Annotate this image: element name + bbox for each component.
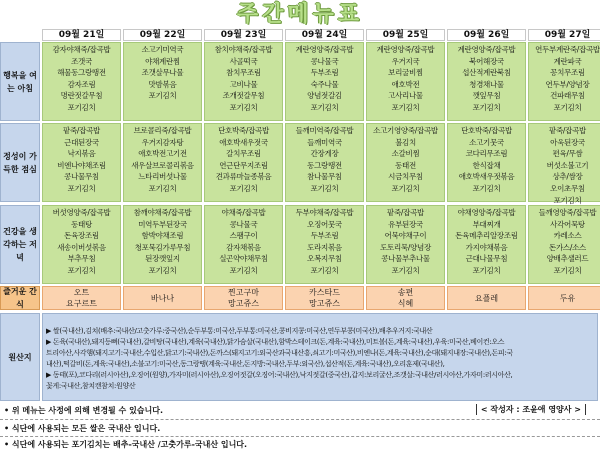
menu-item: 애호박새우젓볶음	[458, 172, 515, 182]
snack-cell	[123, 286, 202, 310]
snack-item: 요플레	[474, 293, 499, 303]
snack-cell	[447, 286, 526, 310]
menu-item: 포기김치	[553, 102, 582, 112]
origin-line: 내산),떡갈비(돈,계육:국내산),소불고기:미국산,동그랑땡(계육:국내산,돈지방:국내산,두부:외국산),섭산적(돈,계육:국내산),오리훈제(국내산),	[46, 360, 445, 368]
menu-item: 부추무침	[67, 254, 96, 264]
menu-item: 고비나물	[229, 79, 258, 89]
menu-cell	[366, 205, 445, 284]
menu-item: 북어해장국	[469, 56, 504, 66]
menu-cell	[42, 123, 121, 202]
menu-item: 단호박죽/잡곡밥	[461, 126, 512, 135]
menu-cell	[42, 205, 121, 284]
snack-item: 오트	[73, 288, 90, 297]
menu-item: 청포묵김가루무침	[134, 242, 191, 252]
dinner-row	[0, 205, 600, 284]
kimchi-origin-note: • 식단에 사용되는 포기김치는 배추-국내산 /고춧가루-국내산 입니다.	[4, 440, 248, 449]
menu-item: 야채죽/잡곡밥	[221, 208, 266, 217]
menu-cell	[42, 42, 121, 121]
origin-line: ▶ 쌀(국내산),김치(배추:국내산/고춧가루:중국산),순두부통:미국산,두부통:미국산,콩비지콩:미국산,연두부콩(미국산),배추우거지:국내산	[46, 327, 433, 335]
menu-item: 부대찌개	[472, 219, 501, 229]
menu-item: 도토리묵/양념장	[380, 242, 431, 252]
menu-item: 상추/쌈장	[552, 172, 583, 182]
menu-item: 소고기뭇국	[469, 137, 504, 147]
menu-item: 된장깻잎지	[145, 254, 180, 264]
menu-item: 두부야채죽/잡곡밥	[295, 208, 354, 217]
menu-item: 조갯국	[71, 56, 92, 66]
menu-item: 들깨미역죽/잡곡밥	[295, 126, 354, 135]
menu-cell	[285, 205, 364, 284]
menu-item: 돈육장조림	[64, 231, 99, 241]
menu-item: 근대된장국	[64, 137, 99, 147]
menu-item: 포기김치	[391, 183, 420, 193]
origin-line: ▶ 돈육(국내산),돼지등뼈(국내산),갈비탕(국내산),계육(국내산),닭가슴살(국내산),함박스테이크(돈,계육:국내산),미트볼(돈,계육:국내산),우육:미국산,베이컨:오스	[46, 338, 505, 346]
menu-item: 간장게장	[310, 149, 339, 159]
menu-item: 두부조림	[310, 231, 339, 241]
origin-info-box	[42, 313, 598, 401]
menu-item: 포기김치	[229, 265, 258, 275]
menu-item: 카레소스	[553, 231, 582, 241]
menu-item: 꽁치무조림	[550, 68, 585, 78]
menu-item: 코다리무조림	[465, 149, 508, 159]
menu-item: 콩나물국	[229, 219, 258, 229]
snack-item: 카스타드	[309, 288, 340, 297]
snack-cell	[528, 286, 600, 310]
menu-item: 새송이버섯볶음	[57, 242, 106, 252]
origin-line: ▶ 동태(포),코다리(러시아산),오징어(원양),가자미(러시아산),오징어젓갈(오징어:국내산),낙지젓갈(중국산),갑지:보리굴산,조갯살:국내산/러시아산,가자미:러시아산,	[46, 371, 513, 379]
menu-cell	[528, 205, 600, 284]
menu-item: 오이초무침	[550, 183, 585, 193]
menu-cell	[447, 123, 526, 202]
menu-item: 포기김치	[229, 102, 258, 112]
menu-item: 동그랑땡전	[307, 160, 342, 170]
menu-item: 브로콜리죽/잡곡밥	[133, 126, 192, 135]
menu-item: 콩나물무침	[64, 172, 99, 182]
meal-row-label: 건강을 생각하는 저녁	[0, 205, 40, 284]
snack-cell	[204, 286, 283, 310]
menu-item: 아욱된장국	[550, 137, 585, 147]
menu-item: 오징어뭇국	[307, 219, 342, 229]
snack-item: 식혜	[397, 299, 414, 308]
menu-item: 연두부/양념장	[545, 79, 590, 89]
menu-item: 소갈비찜	[391, 149, 420, 159]
menu-item: 참치야채죽/잡곡밥	[214, 45, 273, 54]
menu-item: 새우살브로콜리볶음	[131, 160, 194, 170]
menu-cell	[123, 123, 202, 202]
menu-cell	[285, 42, 364, 121]
menu-item: 포기김치	[310, 102, 339, 112]
day-header: 09월 22일	[123, 29, 202, 41]
menu-item: 계란영양죽/잡곡밥	[457, 45, 516, 54]
menu-item: 포기김치	[391, 265, 420, 275]
menu-item: 편육/무쌈	[552, 149, 583, 159]
menu-item: 숙주나물	[310, 79, 339, 89]
rice-origin-note: • 식단에 사용되는 모든 쌀은 국내산 입니다.	[4, 424, 161, 433]
day-header: 09월 25일	[366, 29, 445, 41]
menu-item: 팥죽/잡곡밥	[63, 126, 100, 135]
day-header: 09월 26일	[447, 29, 526, 41]
day-header: 09월 27일	[528, 29, 600, 41]
menu-item: 콩나물부추나물	[381, 254, 430, 264]
snack-item: 찐고구마	[228, 288, 259, 297]
snack-item: 바나나	[150, 293, 175, 303]
menu-item: 야채영양죽/잡곡밥	[457, 208, 516, 217]
breakfast-row	[0, 42, 600, 121]
snack-item: 송편	[397, 288, 414, 297]
menu-item: 우거지감자탕	[141, 137, 184, 147]
menu-item: 들깨영양죽/잡곡밥	[538, 208, 597, 217]
menu-item: 사골떡국	[229, 56, 258, 66]
menu-item: 버섯영양죽/잡곡밥	[52, 208, 111, 217]
menu-item: 계란영양죽/잡곡밥	[295, 45, 354, 54]
menu-item: 섭산적계란북침	[462, 68, 511, 78]
menu-item: 콩나물국	[310, 56, 339, 66]
menu-cell	[366, 42, 445, 121]
menu-item: 애호박새우젓국	[219, 137, 268, 147]
day-header: 09월 24일	[285, 29, 364, 41]
menu-item: 포기김치	[553, 265, 582, 275]
meal-row-label: 정성이 가득한 점심	[0, 123, 40, 202]
divider	[0, 436, 600, 437]
menu-item: 포기김치	[67, 183, 96, 193]
page-title: 주간메뉴표	[236, 2, 364, 27]
menu-item: 돈가스/소스	[549, 242, 586, 252]
menu-item: 단호박죽/잡곡밥	[218, 126, 269, 135]
menu-item: 포기김치	[310, 265, 339, 275]
menu-cell	[447, 42, 526, 121]
menu-item: 팥죽/잡곡밥	[387, 208, 424, 217]
menu-item: 낙지볶음	[67, 149, 96, 159]
menu-item: 도라지볶음	[307, 242, 342, 252]
origin-label: 원산지	[0, 313, 40, 401]
menu-item: 포기김치	[148, 265, 177, 275]
menu-item: 참깨야채죽/잡곡밥	[133, 208, 192, 217]
menu-item: 어묵야채구이	[384, 231, 427, 241]
menu-item: 참치무조림	[226, 68, 261, 78]
day-header: 09월 21일	[42, 29, 121, 41]
menu-item: 명란젓갈무침	[60, 91, 103, 101]
menu-item: 느타리버섯나물	[138, 172, 187, 182]
menu-cell	[528, 42, 600, 121]
menu-item: 포기김치	[229, 183, 258, 193]
menu-item: 실곤약야채무침	[219, 254, 268, 264]
snack-item: 망고쥬스	[309, 299, 340, 308]
author-note: < 작성자 : 조윤애 영양사 >	[476, 404, 586, 415]
menu-item: 견과류마늘종볶음	[215, 172, 272, 182]
menu-item: 감자조림	[67, 79, 96, 89]
menu-cell	[366, 123, 445, 202]
day-header-row	[42, 29, 600, 41]
menu-item: 보리굴비찜	[388, 68, 423, 78]
menu-item: 양념젓갈김	[307, 91, 342, 101]
menu-item: 조갯살무나물	[141, 68, 184, 78]
menu-item: 동태전	[395, 160, 416, 170]
menu-item: 참나물무침	[307, 172, 342, 182]
menu-item: 근대나물무침	[465, 254, 508, 264]
menu-item: 포기김치	[472, 102, 501, 112]
menu-item: 감자야채죽/잡곡밥	[52, 45, 111, 54]
menu-cell	[204, 205, 283, 284]
snack-cell	[285, 286, 364, 310]
menu-item: 맛밤볶음	[148, 79, 177, 89]
snack-cell	[42, 286, 121, 310]
menu-item: 청경채나물	[469, 79, 504, 89]
menu-item: 우거지국	[391, 56, 420, 66]
menu-item: 감자채볶음	[226, 242, 261, 252]
origin-line: 트리아산,사각햄(돼지고기:국내산,수입산,닭고기:국내산),돈까스(돼지고기:외국산과국내산흥,쇠고기:미국산),비엔나(돈,계육:국내산),순대(돼지내장:국내산),돈피:국	[46, 349, 513, 357]
menu-item: 양배추샐러드	[546, 254, 589, 264]
menu-item: 포기김치	[472, 183, 501, 193]
menu-item: 연두부계란죽/잡곡밥	[535, 45, 600, 54]
menu-cell	[285, 123, 364, 202]
menu-item: 한식잡채	[472, 160, 501, 170]
menu-cell	[528, 123, 600, 205]
menu-item: 애호박전	[391, 79, 420, 89]
menu-item: 계란영양죽/잡곡밥	[376, 45, 435, 54]
menu-item: 팥죽/잡곡밥	[549, 126, 586, 135]
divider	[0, 419, 600, 420]
snack-item: 요구르트	[66, 299, 97, 308]
menu-item: 건파래무침	[550, 91, 585, 101]
menu-item: 가지야채볶음	[465, 242, 508, 252]
menu-item: 미역두부된장국	[138, 219, 187, 229]
menu-item: 조개젓갈무침	[222, 91, 265, 101]
menu-cell	[447, 205, 526, 284]
menu-item: 포기김치	[391, 102, 420, 112]
snack-row-label: 즐거운 간식	[0, 286, 40, 310]
menu-item: 버섯소불고기	[546, 160, 589, 170]
menu-cell	[123, 42, 202, 121]
menu-item: 두부조림	[310, 68, 339, 78]
menu-change-note: • 위 메뉴는 사정에 의해 변경될 수 있습니다.	[4, 406, 164, 415]
menu-item: 깻잎무침	[472, 91, 501, 101]
meal-row-label: 행복을 여는 아침	[0, 42, 40, 121]
menu-item: 불김치	[395, 137, 416, 147]
menu-item: 계란파국	[553, 56, 582, 66]
menu-item: 비엔나야채조림	[57, 160, 106, 170]
menu-item: 애호박전고기전	[138, 149, 187, 159]
snack-cell	[366, 286, 445, 310]
menu-item: 갈치무조림	[226, 149, 261, 159]
menu-item: 포기김치	[148, 91, 177, 101]
origin-line: 꽃게:국내산,참치캔참치:원양산	[46, 382, 136, 390]
menu-item: 사각어묵탕	[550, 219, 585, 229]
menu-cell	[123, 205, 202, 284]
menu-item: 포기김치	[67, 265, 96, 275]
snack-item: 두유	[559, 293, 576, 303]
day-header: 09월 23일	[204, 29, 283, 41]
snack-row	[0, 286, 600, 310]
menu-item: 시금치무침	[388, 172, 423, 182]
snack-item: 망고쥬스	[228, 299, 259, 308]
menu-item: 동태탕	[71, 219, 92, 229]
menu-item: 소고기영양죽/잡곡밥	[373, 126, 438, 135]
menu-item: 야채계란찜	[145, 56, 180, 66]
menu-item: 포기김치	[67, 102, 96, 112]
menu-item: 스팸구이	[229, 231, 258, 241]
menu-item: 유부된장국	[388, 219, 423, 229]
menu-item: 해물동그랑땡전	[57, 68, 106, 78]
menu-item: 포기김치	[148, 183, 177, 193]
menu-item: 오복지무침	[307, 254, 342, 264]
menu-item: 함박야채조림	[141, 231, 184, 241]
menu-cell	[204, 123, 283, 202]
menu-cell	[204, 42, 283, 121]
menu-item: 연근단무지조림	[219, 160, 268, 170]
menu-item: 포기김치	[472, 265, 501, 275]
menu-item: 들깨미역국	[307, 137, 342, 147]
menu-item: 소고기미역국	[141, 45, 184, 54]
menu-item: 포기김치	[553, 195, 582, 205]
menu-item: 고사리나물	[388, 91, 423, 101]
lunch-row	[0, 123, 600, 205]
menu-item: 돈육메추리알장조림	[455, 231, 518, 241]
menu-item: 포기김치	[310, 183, 339, 193]
